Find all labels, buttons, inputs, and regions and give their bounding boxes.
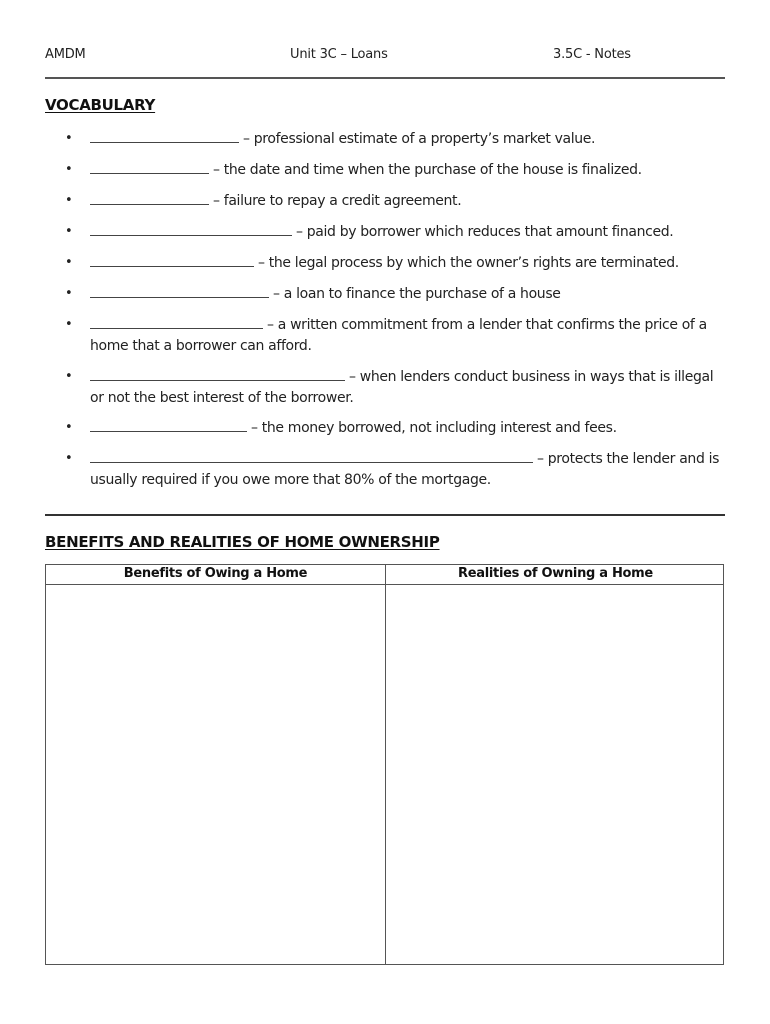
answer-blank[interactable]: [90, 314, 263, 329]
answer-blank[interactable]: [90, 190, 209, 205]
page-header: [45, 47, 725, 67]
vocab-definition: – failure to repay a credit agreement.: [213, 193, 462, 209]
vocab-definition: – a written commitment from a lender that confirms the price of a home that a borrower can afford.: [90, 317, 707, 354]
header-divider: [45, 77, 725, 79]
bullet-icon: •: [65, 131, 73, 146]
vocab-definition: – the money borrowed, not including interest and fees.: [251, 420, 617, 436]
bullet-icon: •: [65, 162, 73, 177]
realities-column-header: Realities of Owning a Home: [458, 566, 653, 581]
realities-answer-cell[interactable]: [386, 585, 724, 965]
answer-blank[interactable]: [90, 159, 209, 174]
vocab-definition: – professional estimate of a property’s market value.: [243, 131, 596, 147]
vocab-definition: – the date and time when the purchase of the house is finalized.: [213, 162, 642, 178]
benefits-answer-cell[interactable]: [46, 585, 384, 965]
answer-blank[interactable]: [90, 221, 292, 236]
answer-blank[interactable]: [90, 283, 269, 298]
bullet-icon: •: [65, 255, 73, 270]
section-divider: [45, 514, 725, 516]
answer-blank[interactable]: [90, 448, 533, 463]
vocab-definition: – the legal process by which the owner’s rights are terminated.: [258, 255, 679, 271]
answer-blank[interactable]: [90, 252, 254, 267]
bullet-icon: •: [65, 224, 73, 239]
bullet-icon: •: [65, 420, 73, 435]
vocab-definition: – when lenders conduct business in ways that is illegal or not the best interest of the borrower.: [90, 369, 714, 406]
benefits-column-header: Benefits of Owing a Home: [123, 566, 308, 581]
answer-blank[interactable]: [90, 417, 247, 432]
bullet-icon: •: [65, 317, 73, 332]
bullet-icon: •: [65, 286, 73, 301]
benefits-section-title: BENEFITS AND REALITIES OF HOME OWNERSHIP: [45, 533, 440, 551]
vocab-definition: – a loan to finance the purchase of a house: [273, 286, 561, 302]
bullet-icon: •: [65, 193, 73, 208]
bullet-icon: •: [65, 451, 73, 466]
bullet-icon: •: [65, 369, 73, 384]
benefits-realities-table: [45, 564, 724, 965]
course-name: AMDM: [45, 47, 86, 62]
vocab-definition: – paid by borrower which reduces that amount financed.: [296, 224, 674, 240]
unit-title: Unit 3C – Loans: [290, 47, 388, 62]
vocabulary-title: VOCABULARY: [45, 96, 156, 114]
answer-blank[interactable]: [90, 366, 345, 381]
vocab-definition: – protects the lender and is usually required if you owe more that 80% of the mortgage.: [90, 451, 720, 488]
answer-blank[interactable]: [90, 128, 239, 143]
lesson-label: 3.5C - Notes: [553, 47, 631, 62]
